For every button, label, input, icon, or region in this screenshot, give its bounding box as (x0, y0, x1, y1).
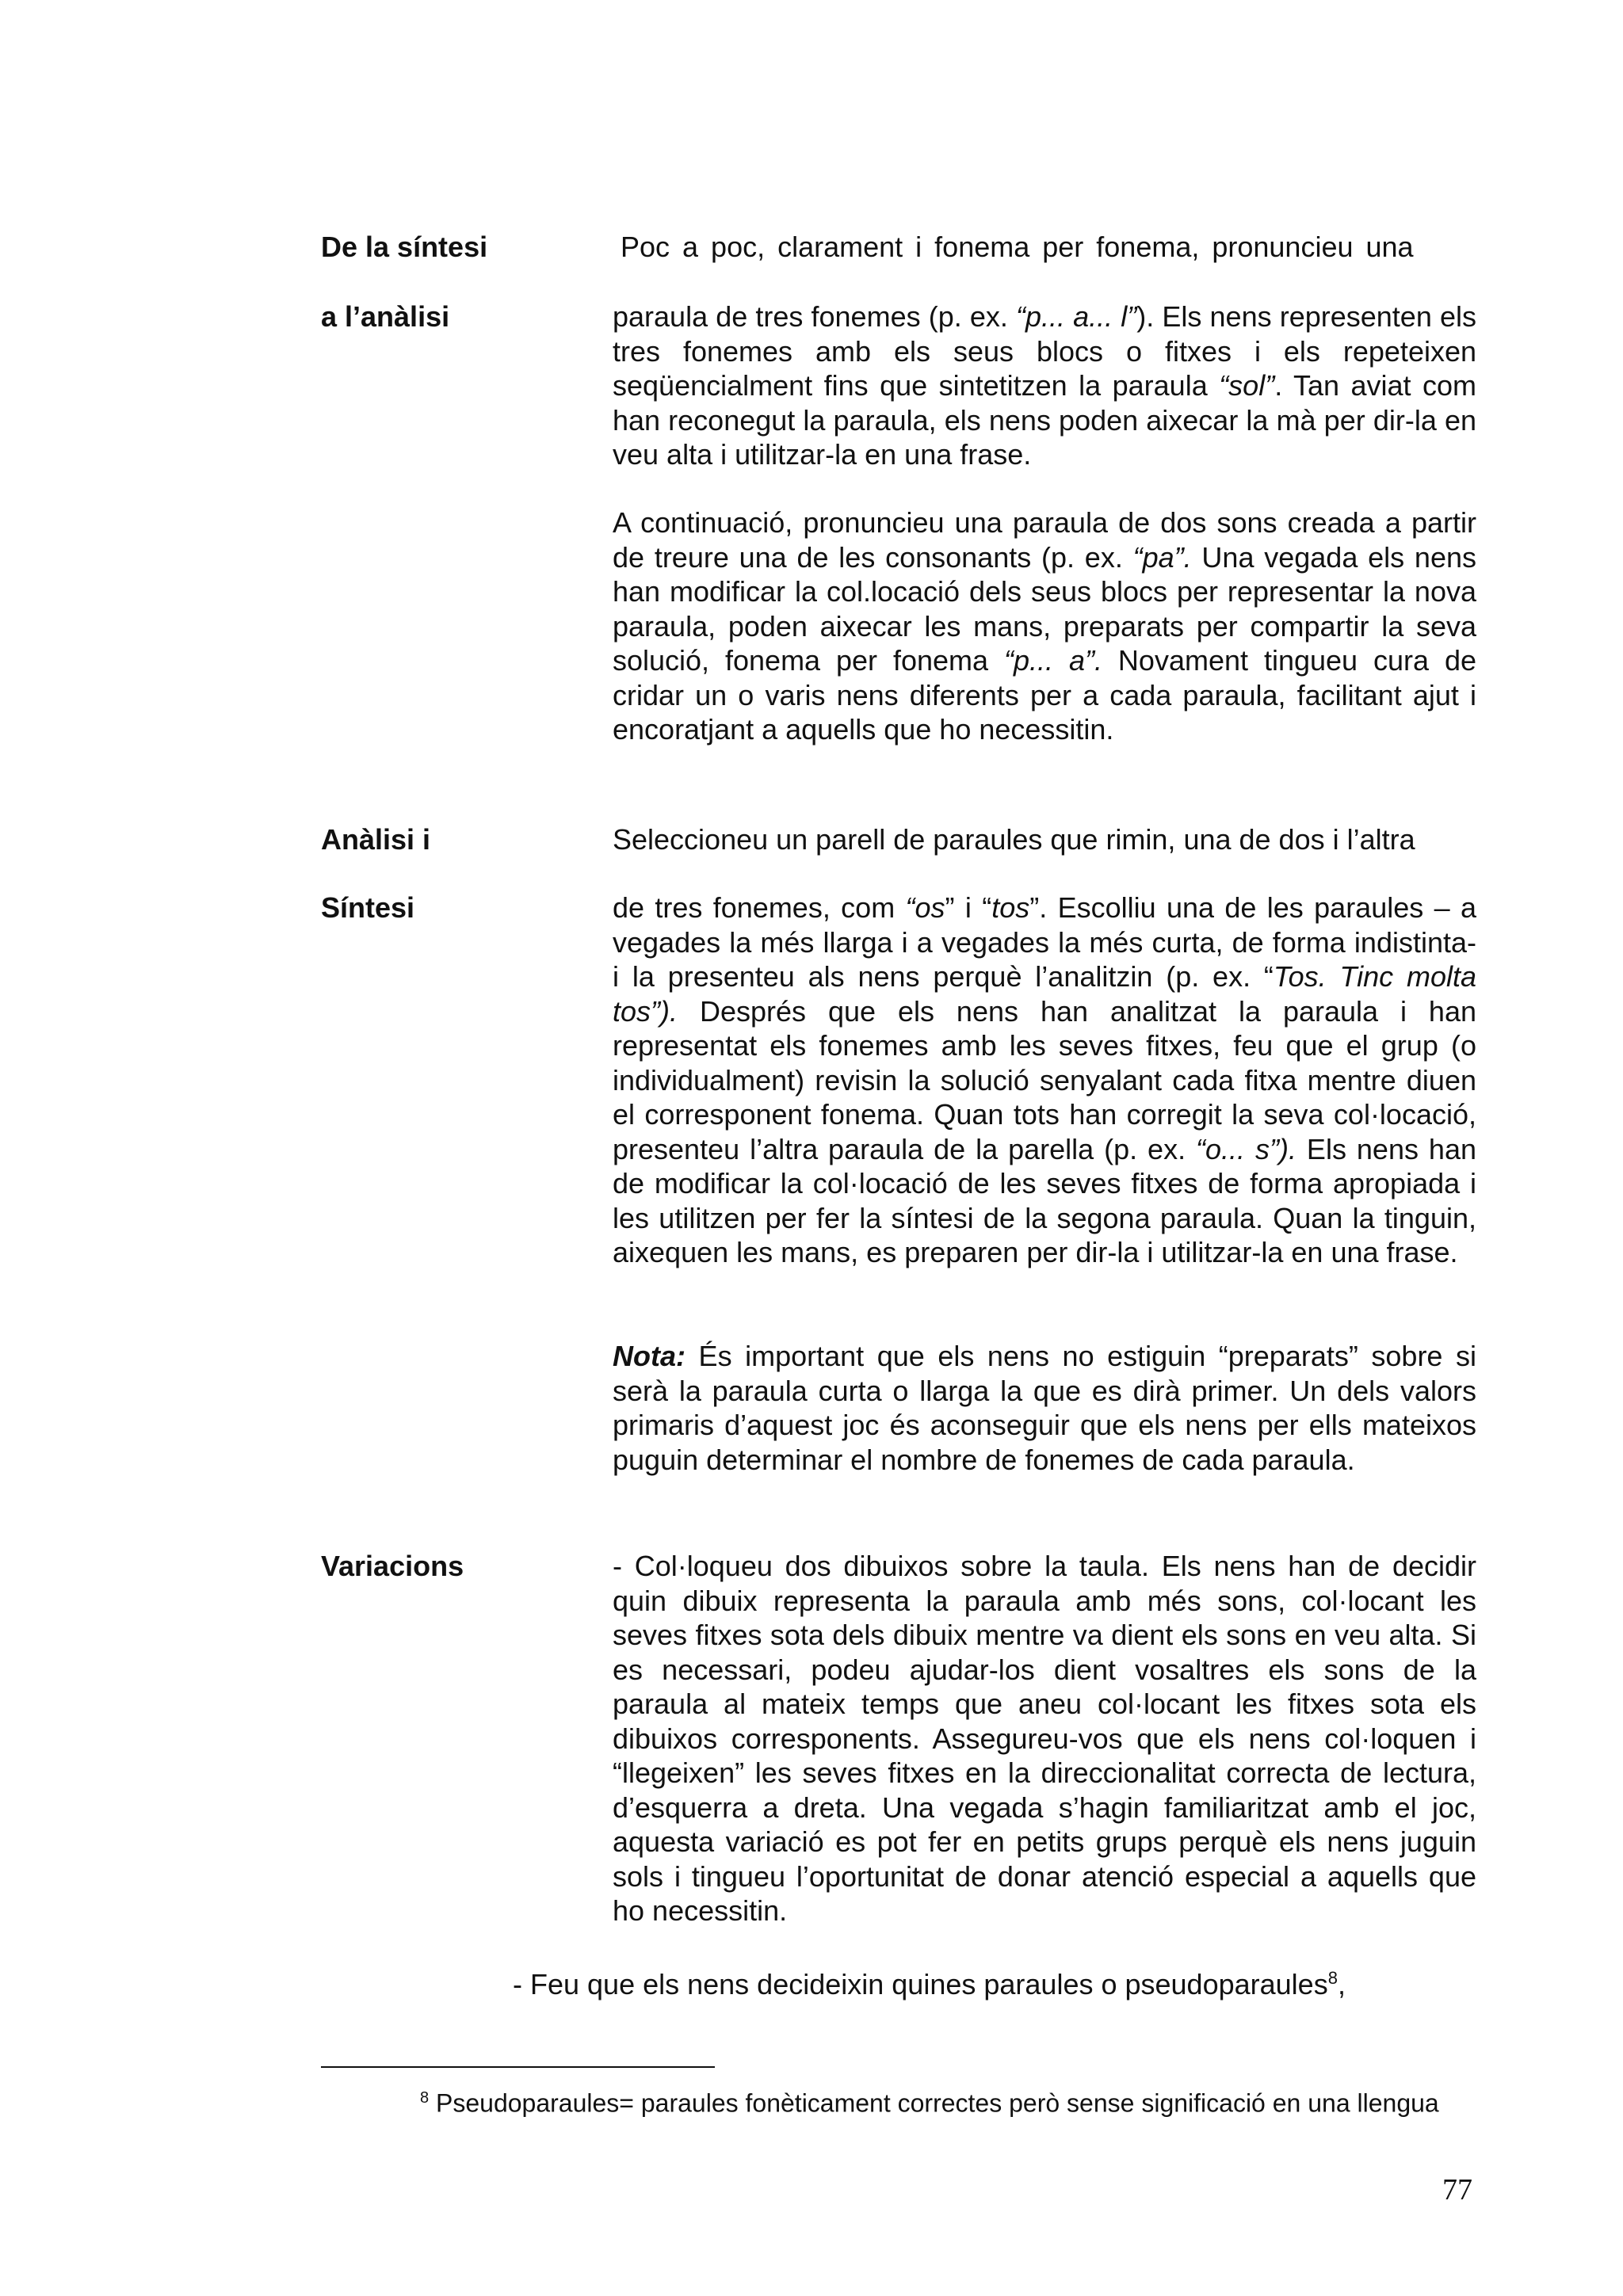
section1-paragraph-2 (613, 505, 1476, 747)
italic-run: tos (991, 891, 1030, 924)
text-run: ). Els nens representen els tres fonemes amb els seus blocs o fitxes i els repeteixen seqüencialment fins que sintetitzen la paraula (613, 300, 1476, 402)
section3-last-line (513, 1961, 1346, 2002)
label-variacions: Variacions (321, 1550, 464, 1582)
label-a-l-analisi: a l’anàlisi (321, 300, 450, 333)
text-run: , (1337, 1968, 1346, 2000)
section3-paragraph-1: - Col·loqueu dos dibuixos sobre la taula. Els nens han de decidir quin dibuix representa la paraula amb més sons, col·locant les seves fitxes sota dels dibuix mentre va dient els sons en veu alta. Si es necessari, podeu ajudar-los dient vosaltres els sons de la paraula al mateix temps que aneu col·locant les fitxes sota els dibuixos corresponents. Assegureu-vos que els nens col·loquen i “llegeixen” les seves fitxes en la direccionalitat correcta de lectura, d’esquerra a dreta. Una vegada s’hagin familiaritzat amb el joc, aquesta variació es pot fer en petits grups perquè els nens juguin sols i tingueu l’oportunitat de donar atenció especial a aquells que ho necessitin. (613, 1550, 1476, 1927)
text-run: . Tan aviat com han reconegut la paraula, els nens poden aixecar la mà per dir-la en veu alta i utilitzar-la en una frase. (613, 369, 1476, 471)
label-de-la-sintesi: De la síntesi (321, 231, 488, 263)
italic-run: “p... a... l” (1016, 300, 1137, 333)
section1-first-line: Poc a poc, clarament i fonema per fonema, pronuncieu una (621, 231, 1414, 263)
section2-paragraph-1 (613, 891, 1476, 1270)
text-run: - Feu que els nens decideixin quines paraules o pseudoparaules (513, 1968, 1328, 2000)
footnote-number: 8 (420, 2089, 430, 2107)
label-sintesi: Síntesi (321, 891, 415, 924)
text-run: ” i “ (945, 891, 992, 924)
text-run: ”. Escolliu una de les paraules – a vegades la més llarga i a vegades la més curta, de forma indistinta- i la presenteu als nens perquè l’analitzin (p. ex. “ (613, 891, 1476, 993)
italic-run: “o... s”). (1196, 1132, 1296, 1165)
page-number: 77 (1442, 2173, 1472, 2206)
italic-run: “pa”. (1132, 540, 1192, 574)
text-run: A continuació, pronuncieu una paraula de dos sons creada a partir de treure una de les consonants (p. ex. (613, 506, 1476, 574)
italic-run: “p... a”. (1004, 644, 1102, 677)
text-run: Després que els nens han analitzat la paraula i han representat els fonemes amb les seves fitxes, feu que el grup (o individualment) revisin la solució senyalant cada fitxa mentre diuen el corresponent fonema. Quan tots han corregit la seva col·locació, presenteu l’altra paraula de la parella (p. ex. (613, 994, 1476, 1165)
footnote-text: Pseudoparaules= paraules fonèticament correctes però sense significació en una llengua (429, 2088, 1439, 2118)
section2-first-line: Seleccioneu un parell de paraules que rimin, una de dos i l’altra (613, 823, 1415, 856)
italic-run: “sol” (1219, 369, 1275, 402)
text-run: Novament tingueu cura de cridar un o varis nens diferents per a cada paraula, facilitant ajut i encoratjant a aquells que ho necessitin. (613, 644, 1476, 746)
italic-run: “os (905, 891, 945, 924)
italic-run: Tos. Tinc molta tos”). (613, 960, 1477, 1028)
footnote (420, 2082, 1476, 2119)
text-run: de tres fonemes, com (613, 891, 906, 924)
note-label: Nota: (613, 1340, 685, 1372)
text-run: Una vegada els nens han modificar la col.locació dels seus blocs per representar la nova paraula, poden aixecar les mans, preparats per compartir la seva solució, fonema per fonema (613, 540, 1476, 677)
label-analisi-i: Anàlisi i (321, 823, 431, 856)
section2-note (613, 1339, 1476, 1477)
note-text: És important que els nens no estiguin “preparats” sobre si serà la paraula curta o llarga la que es dirà primer. Un dels valors primaris d’aquest joc és aconseguir que els nens per ells mateixos puguin determinar el nombre de fonemes de cada paraula. (613, 1340, 1476, 1476)
footnote-divider (321, 2066, 715, 2068)
footnote-ref: 8 (1327, 1968, 1338, 1988)
section1-paragraph-1 (613, 299, 1476, 472)
text-run: paraula de tres fonemes (p. ex. (613, 300, 1016, 333)
text-run: Els nens han de modificar la col·locació de les seves fitxes de forma apropiada i les utilitzen per fer la síntesi de la segona paraula. Quan la tinguin, aixequen les mans, es preparen per dir-la i utilitzar-la en una frase. (613, 1132, 1476, 1268)
